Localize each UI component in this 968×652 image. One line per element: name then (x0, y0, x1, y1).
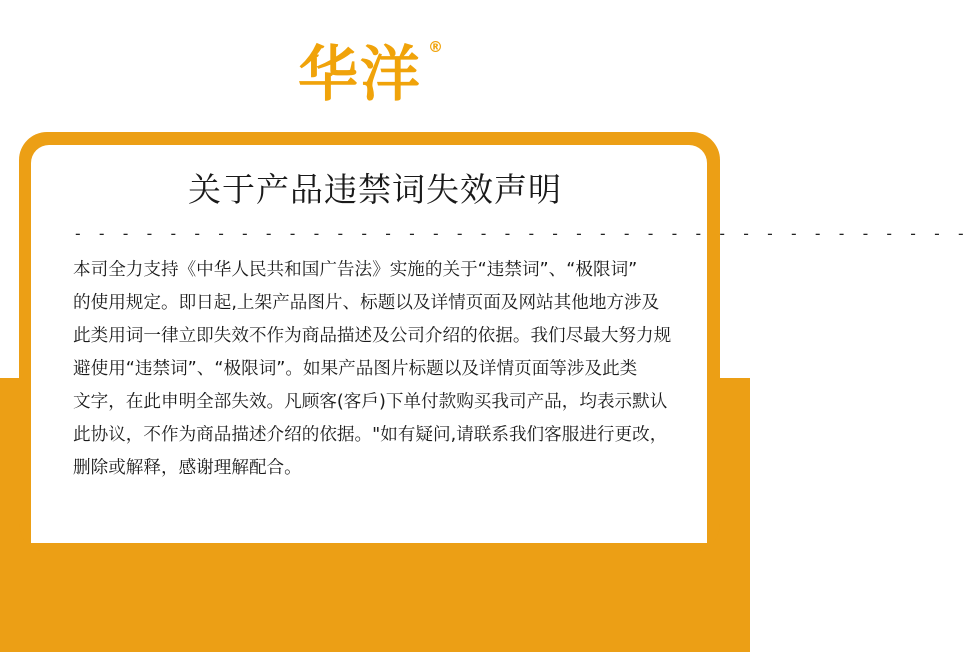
notice-body-line: 文字，在此申明全部失效。凡顾客(客戶)下单付款购买我司产品，均表示默认 (73, 392, 668, 412)
notice-body-line: 删除或解释，感谢理解配合。 (73, 458, 302, 478)
logo-text: 华洋 (298, 40, 422, 110)
brand-logo (298, 38, 443, 110)
dashed-divider: - - - - - - - - - - - - - - - - - - - - - - - - - - - - - - - - - - - - - - (73, 224, 968, 243)
notice-body-line: 的使用规定。即日起,上架产品图片、标题以及详情页面及网站其他地方涉及 (73, 293, 660, 313)
notice-body-line: 本司全力支持《中华人民共和国广告法》实施的关于“违禁词”、“极限词” (73, 260, 638, 280)
notice-body-line: 此类用词一律立即失效不作为商品描述及公司介绍的依据。我们尽最大努力规 (73, 326, 672, 346)
notice-body-line: 避使用“违禁词”、“极限词”。如果产品图片标题以及详情页面等涉及此类 (73, 359, 638, 379)
registered-trademark-icon: ® (428, 38, 443, 56)
notice-body (73, 254, 693, 485)
notice-title: 关于产品违禁词失效声明 (188, 170, 562, 209)
notice-body-line: 此协议，不作为商品描述介绍的依据。"如有疑问,请联系我们客服进行更改， (73, 425, 668, 445)
